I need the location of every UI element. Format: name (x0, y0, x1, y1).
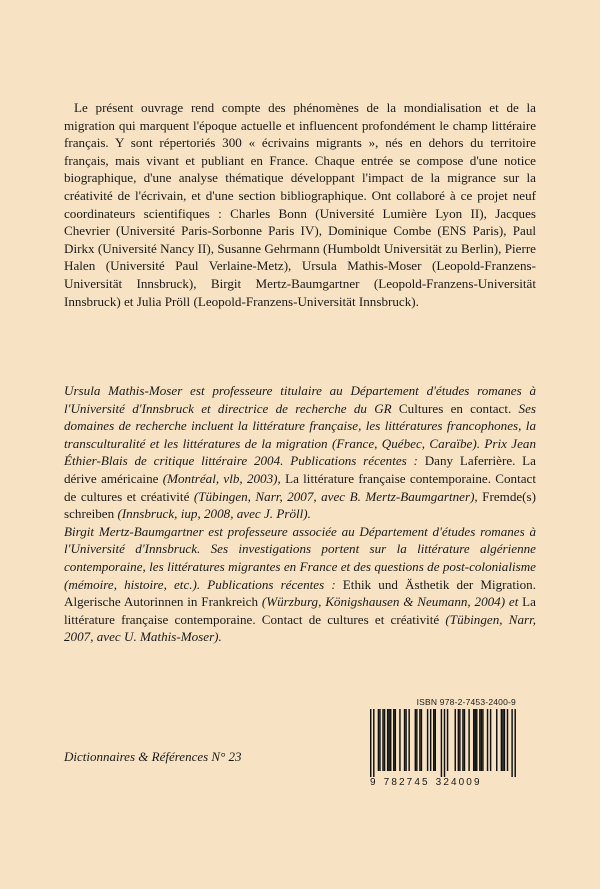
series-label: Dictionnaires & Références N° 23 (64, 749, 242, 764)
barcode-bar (393, 709, 394, 771)
barcode-bar (502, 709, 503, 771)
barcode-bar (419, 709, 420, 771)
barcode-bar (415, 709, 416, 771)
barcode-bar (373, 709, 374, 777)
barcode-bar (462, 709, 463, 771)
barcode-bar (390, 709, 391, 771)
barcode-bar (382, 709, 383, 771)
barcode-bar (404, 709, 405, 771)
barcode-bar (501, 709, 502, 771)
barcode-bar (370, 709, 371, 777)
barcode-bar (379, 709, 380, 771)
barcode-bar (479, 709, 480, 771)
barcode-digits (370, 777, 516, 788)
barcode-bar (511, 709, 512, 777)
barcode-bar (421, 709, 422, 771)
barcode-block (370, 697, 516, 788)
bio-mathis-moser: Ursula Mathis-Moser est professeure titulaire au Département d'études romanes à l'Université d'Innsbruck et directrice de recherche du GR Cultures en contact. Ses domaines de recherche incluent la littérature française, les littératures francophones, la transculturalité et les littératures de la migration (France, Québec, Caraïbe). Prix Jean Éthier-Blais de critique littéraire 2004. Publications récentes : Dany Laferrière. La dérive américaine (Montréal, vlb, 2003), La littérature française contemporaine. Contact de cultures et créativité (Tübingen, Narr, 2007, avec B. Mertz-Baumgartner), Fremde(s) schreiben (Innsbruck, iup, 2008, avec J. Pröll). (64, 383, 536, 522)
barcode-bar (405, 709, 406, 771)
barcode-bar (441, 709, 442, 777)
barcode-bar (388, 709, 389, 771)
barcode-bar (444, 709, 445, 777)
barcode-digits-left: 782745 (383, 777, 430, 788)
barcode-bar (378, 709, 379, 771)
barcode-bar (384, 709, 385, 771)
barcode-digits-right: 324009 (435, 777, 482, 788)
barcode-bar (496, 709, 497, 771)
barcode-bar (455, 709, 456, 771)
barcode-bar (447, 709, 448, 771)
barcode (370, 709, 516, 777)
barcode-bar (459, 709, 460, 771)
barcode-bar (482, 709, 483, 771)
barcode-bars (370, 709, 516, 777)
author-bios (64, 382, 536, 646)
barcode-digit-lead: 9 (370, 777, 378, 788)
barcode-bar (507, 709, 508, 771)
barcode-bar (487, 709, 488, 771)
barcode-bar (458, 709, 459, 771)
barcode-bar (433, 709, 434, 771)
barcode-bar (387, 709, 388, 771)
barcode-bar (464, 709, 465, 771)
barcode-bar (468, 709, 469, 771)
barcode-bar (490, 709, 491, 771)
barcode-bar (473, 709, 474, 771)
barcode-bar (504, 709, 505, 771)
barcode-bar (514, 709, 515, 777)
bio-mertz-baumgartner: Birgit Mertz-Baumgartner est professeure associée au Département d'études romanes à l'Université d'Innsbruck. Ses investigations portent sur la littérature algérienne contemporaine, les littératures migrantes en France et des questions de post-colonialisme (mémoire, histoire, etc.). Publications récentes : Ethik und Ästhetik der Migration. Algerische Autorinnen in Frankreich (Würzburg, Königshausen & Neumann, 2004) et La littérature française contemporaine. Contact de cultures et créativité (Tübingen, Narr, 2007, avec U. Mathis-Moser). (64, 523, 537, 645)
barcode-bar (427, 709, 428, 771)
barcode-bar (430, 709, 431, 771)
barcode-bar (399, 709, 400, 771)
summary-paragraph: Le présent ouvrage rend compte des phénomènes de la mondialisation et de la migration qui marquent l'époque actuelle et influencent profondément le champ littéraire français. Y sont répertoriés 300 « écrivains migrants », nés en dehors du territoire français, mais vivant et publiant en France. Chaque entrée se compose d'une notice biographique, d'une analyse thématique développant l'impact de la migrance sur la créativité de l'écrivain, et d'une section bibliographique. Ont collaboré à ce projet neuf coordinateurs scientifiques : Charles Bonn (Université Lumière Lyon II), Jacques Chevrier (Université Paris-Sorbonne Paris IV), Dominique Combe (ENS Paris), Paul Dirkx (Université Nancy II), Susanne Gehrmann (Humboldt Universität zu Berlin), Pierre Halen (Université Paul Verlaine-Metz), Ursula Mathis-Moser (Leopold-Franzens-Universität Innsbruck), Birgit Mertz-Baumgartner (Leopold-Franzens-Universität Innsbruck) et Julia Pröll (Leopold-Franzens-Universität Innsbruck). (64, 100, 536, 309)
barcode-bar (408, 709, 409, 771)
barcode-bar (416, 709, 417, 771)
barcode-bar (476, 709, 477, 771)
barcode-bar (475, 709, 476, 771)
barcode-bar (481, 709, 482, 771)
barcode-bar (435, 709, 436, 771)
barcode-bar (395, 709, 396, 771)
isbn-label: ISBN 978-2-7453-2400-9 (416, 697, 516, 707)
